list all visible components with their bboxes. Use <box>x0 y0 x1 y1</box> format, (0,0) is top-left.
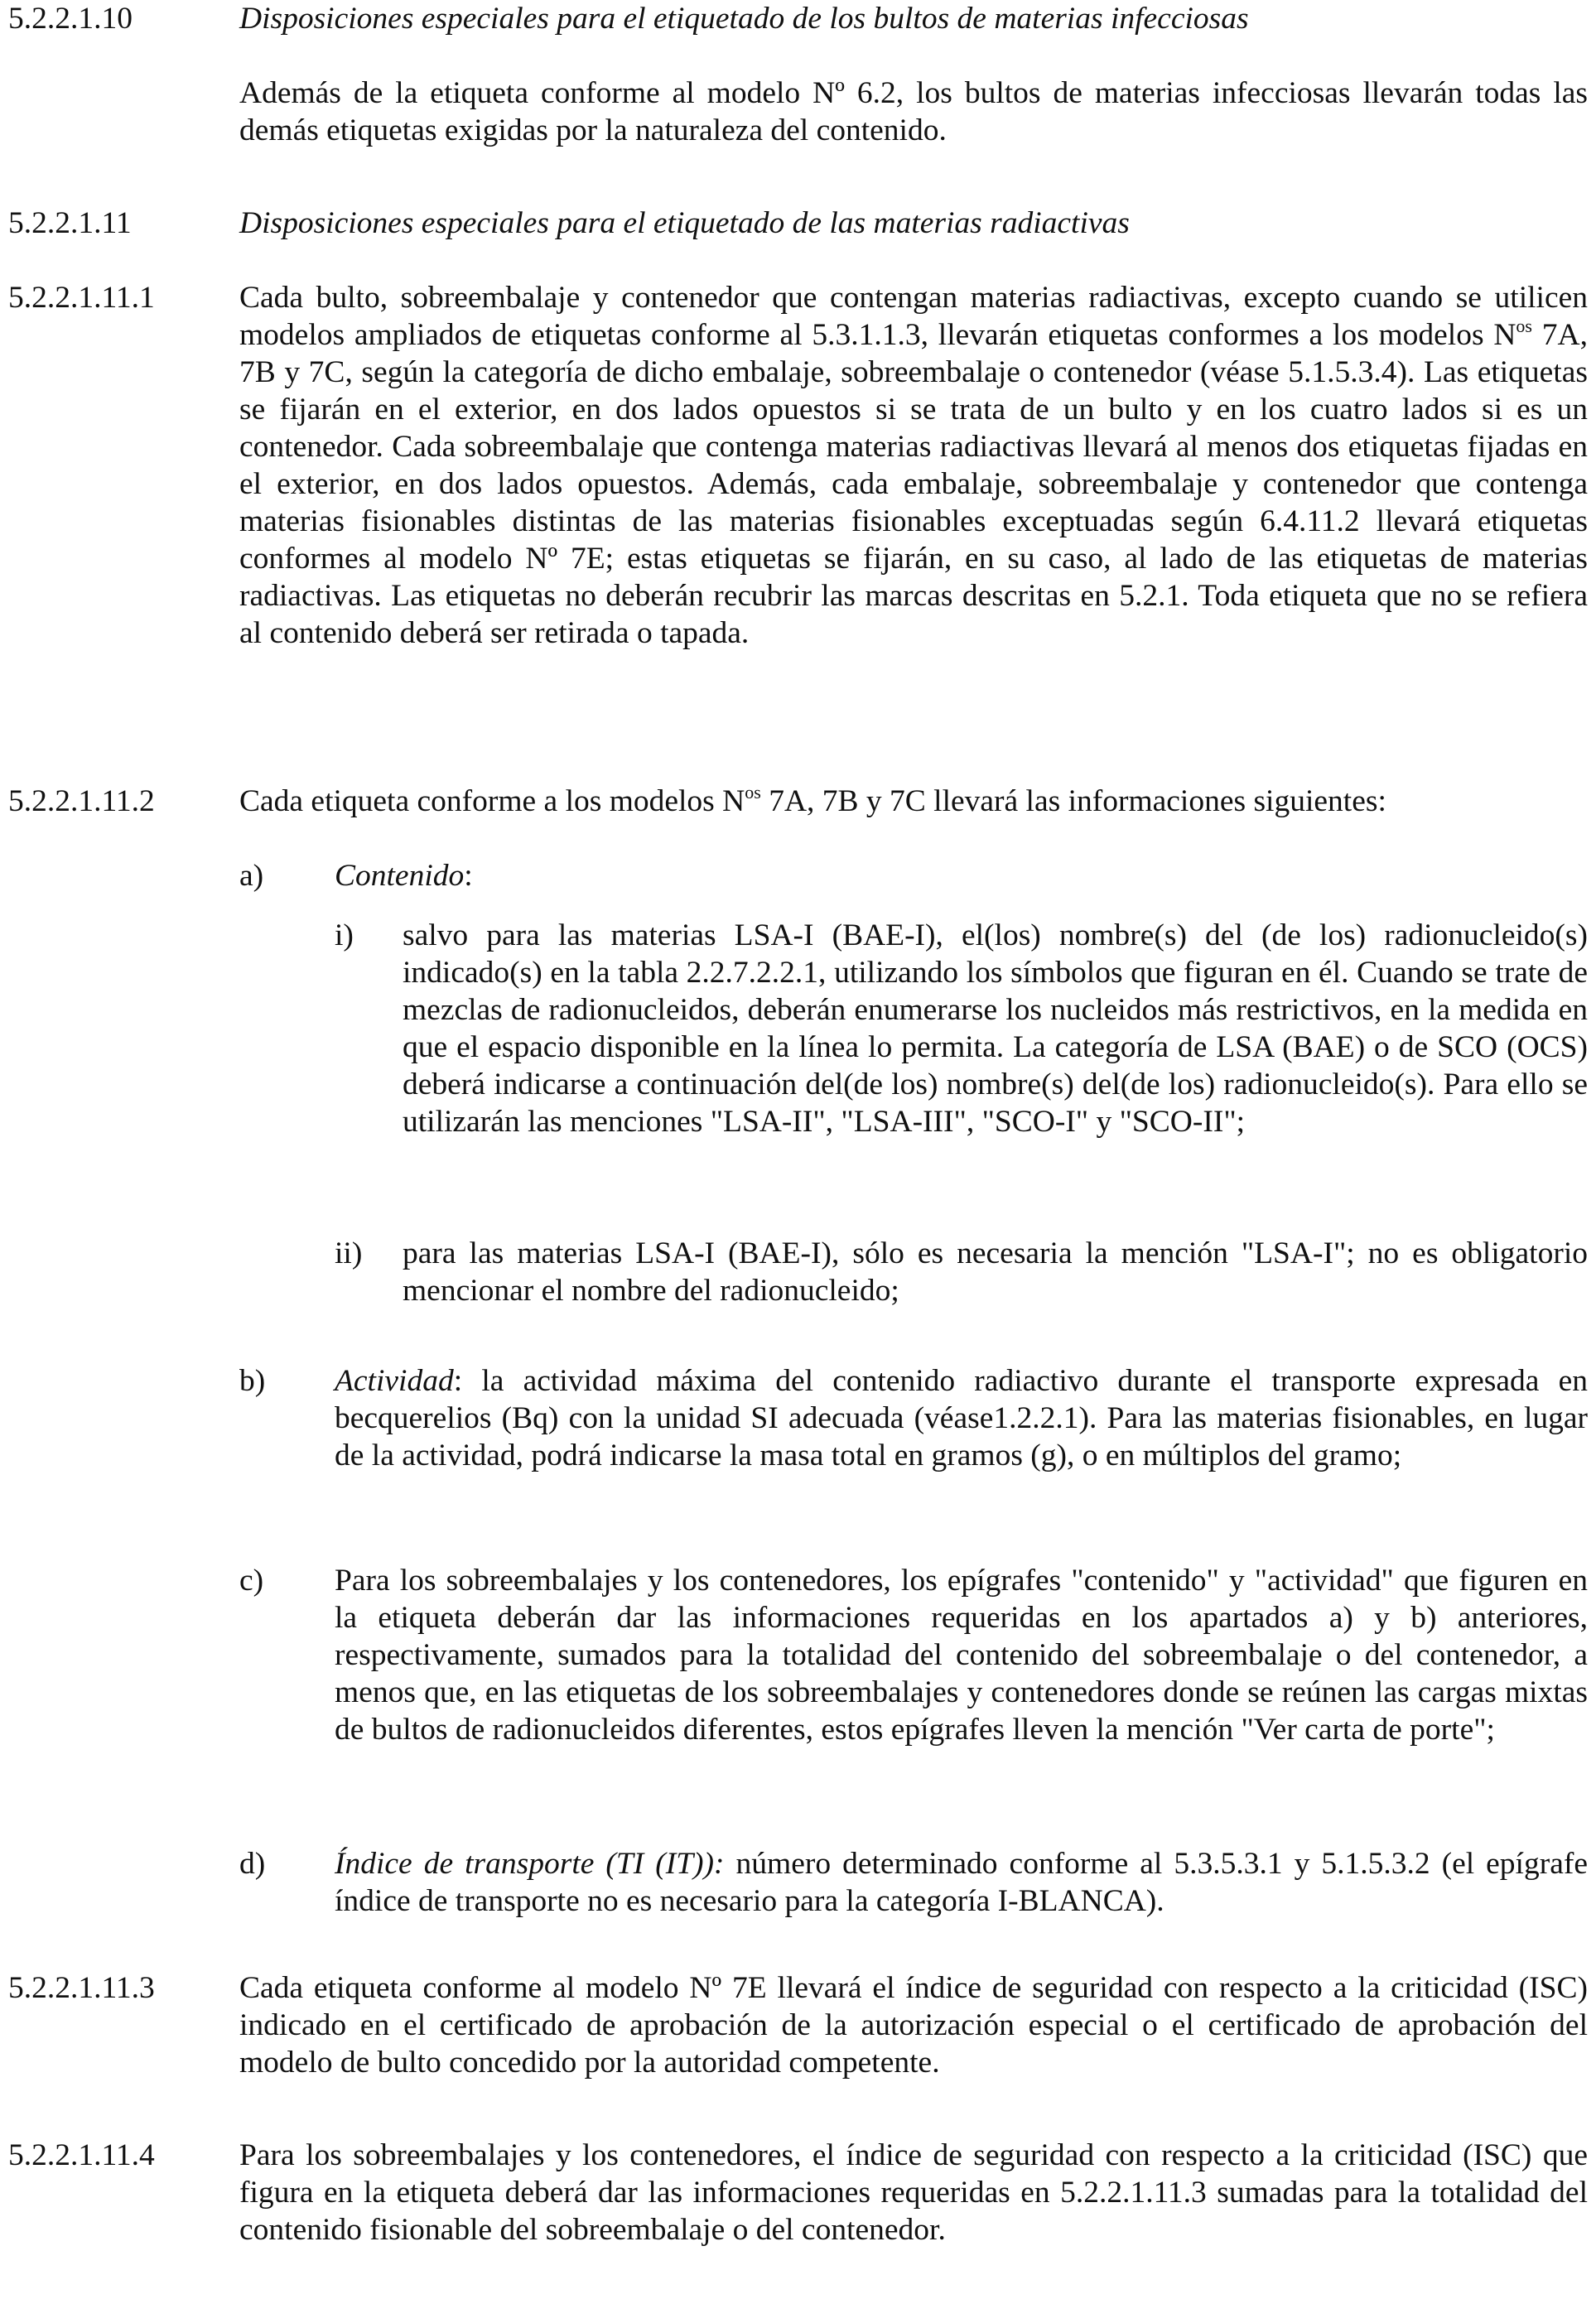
section-number: 5.2.2.1.11 <box>8 206 132 240</box>
list-letter: b) <box>239 1364 266 1398</box>
list-item-text <box>335 857 1588 894</box>
paragraph-text-a: Cada etiqueta conforme a los modelos N <box>239 784 745 818</box>
list-item-text <box>335 1362 1588 1474</box>
section-title: Disposiciones especiales para el etiquetado de las materias radiactivas <box>239 206 1130 240</box>
section-number: 5.2.2.1.11.4 <box>8 2138 155 2172</box>
list-term: Contenido <box>335 859 465 893</box>
sub-item-text: para las materias LSA-I (BAE-I), sólo es necesaria la mención "LSA-I"; no es obligatorio mencionar el nombre del radionucleido; <box>403 1236 1588 1308</box>
section-number: 5.2.2.1.11.3 <box>8 1971 155 2005</box>
list-item-text: Para los sobreembalajes y los contenedores, los epígrafes "contenido" y "actividad" que figuren en la etiqueta deberán dar las informaciones requeridas en los apartados a) y b) anteriores, respectivamente, sumados para la totalidad del contenido del sobreembalaje o del contenedor, a menos que, en las etiquetas de los sobreembalajes y contenedores donde se reúnen las cargas mixtas de bultos de radionucleidos diferentes, estos epígrafes lleven la mención "Ver carta de porte"; <box>335 1564 1588 1747</box>
superscript-os: os <box>745 781 761 802</box>
list-item-text <box>335 1845 1588 1920</box>
section-number: 5.2.2.1.11.2 <box>8 784 155 818</box>
section-paragraph <box>239 279 1588 652</box>
section-number: 5.2.2.1.10 <box>8 2 133 36</box>
section-paragraph: Para los sobreembalajes y los contenedores, el índice de seguridad con respecto a la criticidad (ISC) que figura en la etiqueta deberá dar las informaciones requeridas en 5.2.2.1.11.3 sumadas para la totalidad del contenido fisionable del sobreembalaje o del contenedor. <box>239 2138 1588 2247</box>
section-paragraph <box>239 783 1588 820</box>
section-number: 5.2.2.1.11.1 <box>8 281 155 315</box>
list-term: Índice de transporte (TI (IT)): <box>335 1847 725 1881</box>
list-letter: a) <box>239 859 264 893</box>
sub-item-mark: i) <box>335 918 354 952</box>
list-letter: c) <box>239 1564 264 1598</box>
paragraph-text-b: 7A, 7B y 7C llevará las informaciones siguientes: <box>760 784 1386 818</box>
sub-item-text: salvo para las materias LSA-I (BAE-I), el(los) nombre(s) del (de los) radionucleido(s) indicado(s) en la tabla 2.2.7.2.2.1, utilizando los símbolos que figuran en él. Cuando se trate de mezclas de radionucleidos, deberán enumerarse los nucleidos más restrictivos, en la medida en que el espacio disponible en la línea lo permita. La categoría de LSA (BAE) o de SCO (OCS) deberá indicarse a continuación del(de los) nombre(s) del(de los) radionucleido(s). Para ello se utilizarán las menciones "LSA-II", "LSA-III", "SCO-I" y "SCO-II"; <box>403 918 1588 1139</box>
list-term-colon: : <box>464 859 473 893</box>
section-paragraph: Cada etiqueta conforme al modelo Nº 7E llevará el índice de seguridad con respecto a la criticidad (ISC) indicado en el certificado de aprobación de la autorización especial o el certificado de aprobación del modelo de bulto concedido por la autoridad competente. <box>239 1971 1588 2080</box>
section-paragraph: Además de la etiqueta conforme al modelo Nº 6.2, los bultos de materias infecciosas llevarán todas las demás etiquetas exigidas por la naturaleza del contenido. <box>239 76 1588 147</box>
paragraph-text-a: Cada bulto, sobreembalaje y contenedor que contengan materias radiactivas, excepto cuando se utilicen modelos ampliados de etiquetas conforme al 5.3.1.1.3, llevarán etiquetas conformes a los modelos N <box>239 281 1588 352</box>
section-title: Disposiciones especiales para el etiquetado de los bultos de materias infecciosas <box>239 2 1249 36</box>
list-body: número determinado conforme al 5.3.5.3.1 y 5.1.5.3.2 (el epígrafe índice de transporte no es necesario para la categoría I-BLANCA). <box>335 1847 1588 1918</box>
list-body: : la actividad máxima del contenido radiactivo durante el transporte expresada en becquerelios (Bq) con la unidad SI adecuada (véase1.2.2.1). Para las materias fisionables, en lugar de la actividad, podrá indicarse la masa total en gramos (g), o en múltiplos del gramo; <box>335 1364 1588 1472</box>
superscript-os: os <box>1516 315 1532 336</box>
sub-item-mark: ii) <box>335 1236 363 1270</box>
list-letter: d) <box>239 1847 266 1881</box>
paragraph-text-b: 7A, 7B y 7C, según la categoría de dicho embalaje, sobreembalaje o contenedor (véase 5.1.5.3.4). Las etiquetas se fijarán en el exterior, en dos lados opuestos si se trata de un bulto y en los cuatro lados si es un contenedor. Cada sobreembalaje que contenga materias radiactivas llevará al menos dos etiquetas fijadas en el exterior, en dos lados opuestos. Además, cada embalaje, sobreembalaje y contenedor que contenga materias fisionables distintas de las materias fisionables exceptuadas según 6.4.11.2 llevará etiquetas conformes al modelo Nº 7E; estas etiquetas se fijarán, en su caso, al lado de las etiquetas de materias radiactivas. Las etiquetas no deberán recubrir las marcas descritas en 5.2.1. Toda etiqueta que no se refiera al contenido deberá ser retirada o tapada. <box>239 318 1588 650</box>
list-term: Actividad <box>335 1364 454 1398</box>
